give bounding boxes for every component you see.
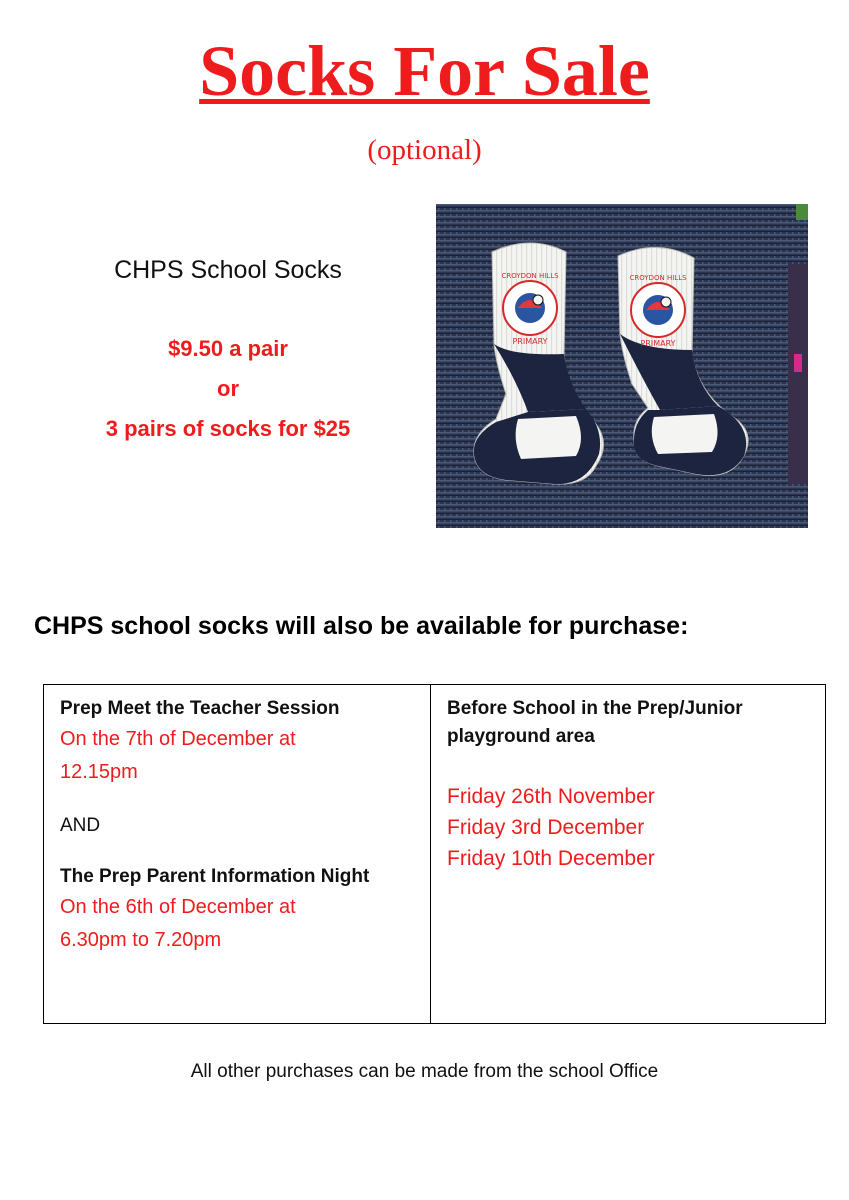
logo-text-top-left: CROYDON HILLS <box>501 272 559 280</box>
page-subtitle: (optional) <box>367 134 482 166</box>
date-item: Friday 26th November <box>447 785 655 808</box>
event1-line1: On the 7th of December at <box>60 728 296 750</box>
event2-line1: On the 6th of December at <box>60 896 296 918</box>
and-label: AND <box>60 815 101 836</box>
before-school-title: Before School in the Prep/Junior playground area <box>447 698 743 747</box>
logo-text-top-right: CROYDON HILLS <box>629 274 687 282</box>
event1-title: Prep Meet the Teacher Session <box>60 698 340 719</box>
page-title-text: Socks For Sale <box>199 31 650 111</box>
school-socks-photo <box>436 204 808 528</box>
logo-text-bottom-left: PRIMARY <box>512 337 548 346</box>
event2-line2: 6.30pm to 7.20pm <box>60 929 222 951</box>
date-item: Friday 3rd December <box>447 816 645 839</box>
price-bundle: 3 pairs of socks for $25 <box>105 416 351 441</box>
logo-text-bottom-right: PRIMARY <box>640 339 676 348</box>
availability-table <box>43 684 826 1024</box>
availability-left-cell <box>44 685 431 1023</box>
price-or: or <box>217 376 239 401</box>
footer-note: All other purchases can be made from the school Office <box>190 1061 659 1082</box>
page-title <box>0 28 849 114</box>
product-info <box>40 256 416 449</box>
product-name: CHPS School Socks <box>114 256 342 284</box>
date-item: Friday 10th December <box>447 847 655 870</box>
event1-line2: 12.15pm <box>60 761 138 783</box>
date-list <box>447 781 809 874</box>
availability-right-cell <box>431 685 825 1023</box>
event2-title: The Prep Parent Information Night <box>60 866 370 887</box>
price-single: $9.50 a pair <box>168 336 288 361</box>
section-heading: CHPS school socks will also be available for purchase: <box>34 612 689 640</box>
